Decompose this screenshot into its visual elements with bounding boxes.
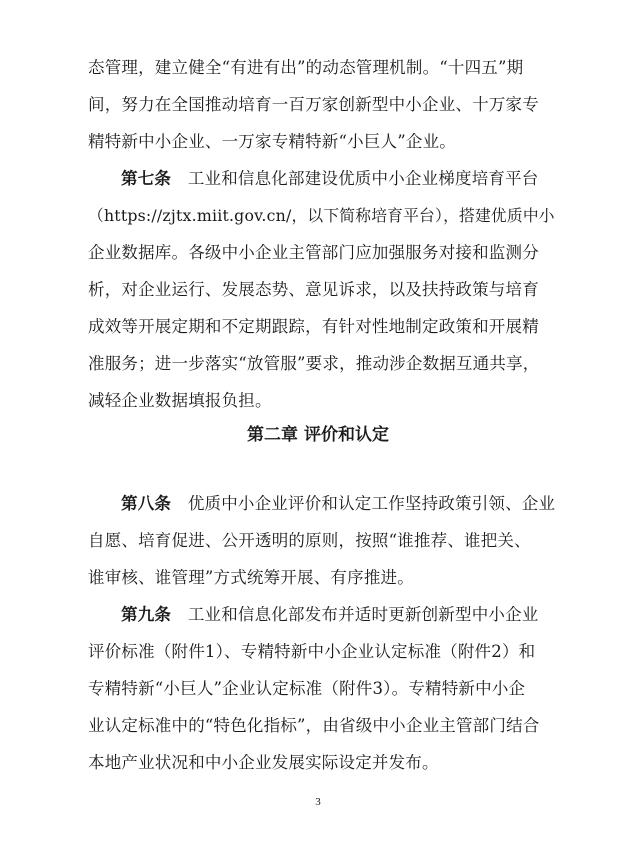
paragraph-line: 准服务；进一步落实“放管服”要求，推动涉企数据互通共享， — [88, 354, 540, 373]
paragraph-line: 间，努力在全国推动培育一百万家创新型中小企业、十万家专 — [88, 95, 539, 114]
article-7-label: 第七条 — [121, 169, 172, 188]
article-9-text: 工业和信息化部发布并适时更新创新型中小企业 — [187, 605, 539, 624]
paragraph-line: 评价标准（附件1）、专精特新中小企业认定标准（附件2）和 — [88, 642, 536, 661]
paragraph-line: 业认定标准中的“特色化指标”，由省级中小企业主管部门结合 — [88, 716, 540, 735]
paragraph-line: 态管理，建立健全“有进有出”的动态管理机制。“十四五”期 — [88, 58, 524, 77]
article-8-label: 第八条 — [121, 494, 172, 513]
paragraph-line: 本地产业状况和中小企业发展实际设定并发布。 — [88, 753, 439, 772]
paragraph-line: 谁审核、谁管理”方式统筹开展、有序推进。 — [88, 568, 414, 587]
paragraph-line: 专精特新“小巨人”企业认定标准（附件3）。专精特新中小企 — [88, 679, 526, 698]
article-7-first-line — [121, 169, 558, 189]
chapter-title: 第二章 评价和认定 — [247, 425, 389, 445]
paragraph-line: 成效等开展定期和不定期跟踪，有针对性地制定政策和开展精 — [88, 317, 539, 336]
paragraph-line: 减轻企业数据填报负担。 — [88, 391, 272, 410]
page-number: 3 — [315, 796, 321, 808]
article-7-text: 工业和信息化部建设优质中小企业梯度培育平台 — [187, 169, 539, 188]
article-8-first-line — [121, 494, 558, 514]
paragraph-line: 企业数据库。各级中小企业主管部门应加强服务对接和监测分 — [88, 243, 539, 262]
article-8-text: 优质中小企业评价和认定工作坚持政策引领、企业 — [187, 494, 556, 513]
paragraph-line: （https://zjtx.miit.gov.cn/，以下简称培育平台），搭建优质中小 — [88, 206, 555, 225]
paragraph-line: 精特新中小企业、一万家专精特新“小巨人”企业。 — [88, 132, 456, 151]
paragraph-line: 析，对企业运行、发展态势、意见诉求，以及扶持政策与培育 — [88, 280, 539, 299]
article-9-first-line — [121, 605, 558, 625]
article-9-label: 第九条 — [121, 605, 172, 624]
paragraph-line: 自愿、培育促进、公开透明的原则，按照“谁推荐、谁把关、 — [88, 531, 531, 550]
